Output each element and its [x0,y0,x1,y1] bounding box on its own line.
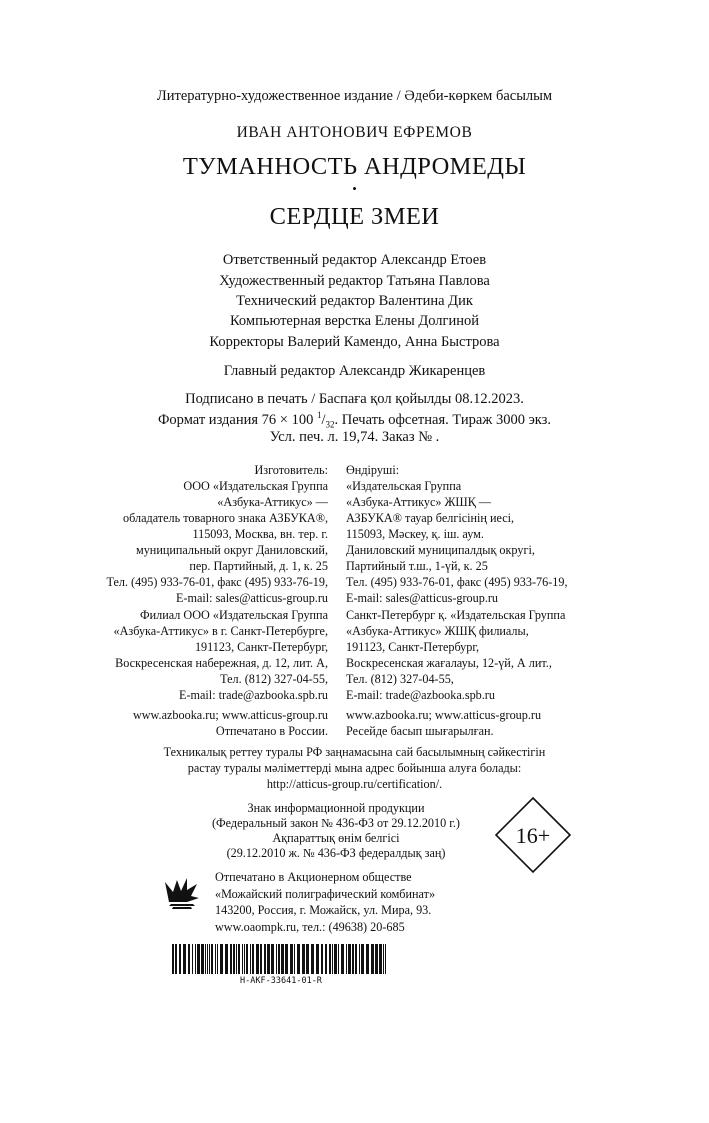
info-mark-line: (Федеральный закон № 436-ФЗ от 29.12.2010 г.) [212,816,460,830]
printer-line: www.oaompk.ru, тел.: (49638) 20-685 [215,919,405,934]
barcode-bar [379,944,382,974]
printer-line: 143200, Россия, г. Можайск, ул. Мира, 93. [215,903,432,917]
barcode-bar [225,944,228,974]
format-prefix: Формат издания 76 × 100 [157,411,317,428]
barcode-bar [316,944,319,974]
branch-kz-line: Санкт-Петербург қ. «Издательская Группа [346,608,566,622]
edition-type: Литературно-художественное издание / Әдеби-көркем басылым [156,88,553,104]
manufacturer-kz-line: АЗБУКА® тауар белгісінің иесі, [346,511,515,525]
manufacturer-kz-line: 115093, Мәскеу, қ. іш. аум. [346,527,484,541]
barcode-bar [220,944,223,974]
branch-ru-line: 191123, Санкт-Петербург, [194,640,328,654]
manufacturer-kz [346,462,568,606]
barcode-bar [371,944,374,974]
barcode-bar [211,944,213,974]
barcode-bar [325,944,327,974]
barcode-bar [276,944,277,974]
manufacturer-ru-line: «Азбука-Аттикус» — [217,495,328,509]
format-fraction-den: 32 [325,419,335,430]
branch-kz [346,607,565,703]
barcode-bar [233,944,235,974]
certification-url: http://atticus-group.ru/certification/. [266,777,443,791]
manufacturer-kz-line: «Издательская Группа [346,479,462,493]
editor-line: Корректоры Валерий Камендо, Анна Быстрова [209,334,500,350]
barcode-bar [250,944,251,974]
manufacturer-ru-line: муниципальный округ Даниловский, [136,543,328,557]
manufacturer-ru-line: Изготовитель: [254,463,328,477]
manufacturer-kz-line: E-mail: sales@atticus-group.ru [346,591,499,605]
manufacturer-kz-line: Даниловский муниципалдық округі, [346,543,535,557]
barcode-text: H-AKF-33641-01-R [240,976,322,986]
print-sheets: Усл. печ. л. 19,74. Заказ № . [269,429,440,445]
web-kz-line: www.azbooka.ru; www.atticus-group.ru [346,708,542,722]
barcode-bar [188,944,190,974]
branch-ru [114,607,329,703]
manufacturer-kz-line: «Азбука-Аттикус» ЖШҚ — [346,495,492,509]
format-fraction-num: 1 [316,410,322,420]
editor-line: Технический редактор Валентина Дик [236,293,473,309]
branch-kz-line: «Азбука-Аттикус» ЖШҚ филиалы, [346,624,529,638]
barcode-bar [238,944,240,974]
manufacturer-ru-line: Тел. (495) 933-76-01, факс (495) 933-76-19, [106,575,328,589]
web-ru-line: Отпечатано в России. [215,724,328,738]
branch-kz-line: Тел. (812) 327-04-55, [346,672,454,686]
barcode-bar [183,944,186,974]
print-format: Формат издания 76 × 100 $^1/_{32}$. Печать офсетная. Тираж 3000 экз. [157,410,552,430]
printer-logo-icon [163,876,201,910]
barcode-bar [332,944,333,974]
certification-line: Техникалық реттеу туралы РФ заңнамасына сай басылымның сәйкестігін [163,745,546,759]
web-ru [133,707,328,739]
barcode-bar [205,944,206,974]
barcode-bar [264,944,266,974]
barcode-bar [341,944,344,974]
author-name: ИВАН АНТОНОВИЧ ЕФРЕМОВ [236,124,473,141]
branch-ru-line: Тел. (812) 327-04-55, [220,672,328,686]
barcode-bar [385,944,386,974]
manufacturer-ru-line: 115093, Москва, вн. тер. г. [192,527,328,541]
chief-editor: Главный редактор Александр Жикаренцев [223,363,486,379]
book-title-2: СЕРДЦЕ ЗМЕИ [269,203,440,230]
barcode-bar [297,944,300,974]
editor-line: Компьютерная верстка Елены Долгиной [229,313,480,329]
barcode-bar [334,944,337,974]
barcode-bar [346,944,347,974]
manufacturer-ru-line: E-mail: sales@atticus-group.ru [175,591,328,605]
web-kz-line: Ресейде басып шығарылған. [346,724,494,738]
barcode-bar [348,944,351,974]
web-ru-line: www.azbooka.ru; www.atticus-group.ru [132,708,328,722]
barcode-bar [242,944,243,974]
manufacturer-ru-line: обладатель товарного знака АЗБУКА®, [123,511,328,525]
manufacturer-ru-line: пер. Партийный, д. 1, к. 25 [189,559,328,573]
barcode-bar [175,944,177,974]
branch-ru-line: Воскресенская набережная, д. 12, лит. А, [115,656,328,670]
branch-ru-line: E-mail: trade@azbooka.spb.ru [179,688,328,702]
manufacturer-kz-line: Тел. (495) 933-76-01, факс (495) 933-76-19, [346,575,568,589]
editor-line: Ответственный редактор Александр Етоев [222,252,487,268]
barcode-bar [352,944,354,974]
barcode-bar [302,944,305,974]
editor-line: Художественный редактор Татьяна Павлова [219,273,490,289]
barcode-bar [281,944,284,974]
barcode-bar [244,944,245,974]
barcode-bar [195,944,196,974]
barcode-bar [246,944,248,974]
web-kz [346,707,541,739]
barcode-bar [267,944,270,974]
barcode-bar [215,944,216,974]
barcode-bar [321,944,323,974]
manufacturer-kz-line: Партийный т.ш., 1-үй, к. 25 [346,559,488,573]
barcode-bar [271,944,274,974]
barcode-bar [383,944,384,974]
barcode-bar [197,944,200,974]
barcode-bar [236,944,237,974]
barcode-bar [252,944,254,974]
format-suffix: . Печать офсетная. Тираж 3000 экз. [334,411,552,428]
age-rating-diamond [494,796,572,874]
branch-kz-line: Воскресенская жағалауы, 12-үй, А лит., [346,656,552,670]
branch-ru-line: Филиал ООО «Издательская Группа [140,608,328,622]
barcode-bar [192,944,193,974]
barcode-bar [256,944,259,974]
age-rating-label: 16+ [515,823,551,848]
barcode-bar [338,944,339,974]
print-signed: Подписано в печать / Баспаға қол қойылды 08.12.2023. [185,391,524,407]
barcode [172,944,390,974]
barcode-bar [260,944,262,974]
barcode-bar [209,944,210,974]
barcode-bar [207,944,208,974]
book-title-1: ТУМАННОСТЬ АНДРОМЕДЫ [182,153,527,180]
barcode-bar [285,944,288,974]
barcode-bar [294,944,295,974]
barcode-bar [355,944,357,974]
info-mark-line: Знак информационной продукции [247,801,425,815]
barcode-bar [306,944,309,974]
certification-line: растау туралы мәліметтерді мына адрес бойынша алуға болады: [187,761,522,775]
printer-info [215,869,435,935]
barcode-bar [172,944,174,974]
printer-line: Отпечатано в Акционерном обществе [215,870,412,884]
info-mark-line: Ақпараттық өнім белгісі [272,831,400,845]
barcode-bar [278,944,280,974]
branch-ru-line: «Азбука-Аттикус» в г. Санкт-Петербурге, [113,624,328,638]
barcode-bar [311,944,314,974]
manufacturer-ru-line: ООО «Издательская Группа [183,479,328,493]
barcode-bar [329,944,331,974]
info-mark-line: (29.12.2010 ж. № 436-ФЗ федералдық заң) [226,846,446,860]
manufacturer-kz-line: Өндіруші: [346,463,400,477]
barcode-bar [359,944,360,974]
barcode-bar [230,944,232,974]
barcode-bar [290,944,293,974]
barcode-bar [201,944,204,974]
barcode-bar [375,944,378,974]
printer-line: «Можайский полиграфический комбинат» [215,886,436,901]
barcode-bar [217,944,218,974]
branch-kz-line: E-mail: trade@azbooka.spb.ru [346,688,495,702]
title-separator: • [352,181,357,196]
branch-kz-line: 191123, Санкт-Петербург, [346,640,480,654]
manufacturer-ru [106,462,328,606]
barcode-bar [361,944,364,974]
barcode-bar [366,944,369,974]
barcode-bar [179,944,181,974]
